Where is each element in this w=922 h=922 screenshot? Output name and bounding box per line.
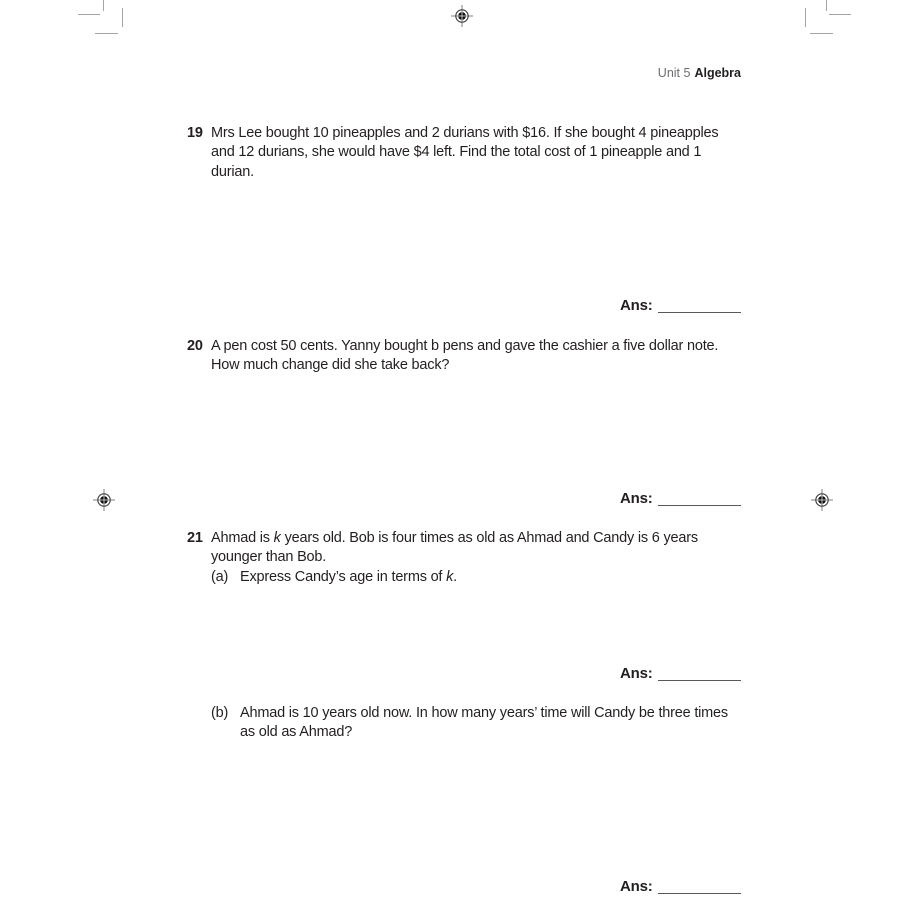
- answer-row-q21a: [620, 663, 741, 681]
- question-number: 21: [187, 530, 203, 546]
- subpart-text: Express Candy’s age in terms of k.: [240, 568, 458, 585]
- question-19: [187, 124, 741, 182]
- registration-mark-icon: [93, 489, 115, 511]
- crop-mark: [122, 8, 123, 27]
- subpart-label: (b): [211, 705, 229, 721]
- answer-label: Ans:: [620, 490, 653, 507]
- question-text: A pen cost 50 cents. Yanny bought b pens and gave the cashier a five dollar note. How much change did she take back?: [211, 338, 719, 374]
- subpart-label: (a): [211, 568, 229, 585]
- answer-label: Ans:: [620, 665, 653, 682]
- question-number: 19: [187, 125, 203, 141]
- answer-label: Ans:: [620, 878, 653, 895]
- answer-blank: [658, 877, 741, 894]
- registration-mark-icon: [811, 489, 833, 511]
- crop-mark: [805, 8, 806, 27]
- subpart-text: Ahmad is 10 years old now. In how many years’ time will Candy be three times as old as Ahmad?: [240, 705, 728, 741]
- question-number: 20: [187, 338, 203, 354]
- crop-mark: [829, 14, 851, 15]
- question-text: Ahmad is k years old. Bob is four times as old as Ahmad and Candy is 6 years younger than Bob.: [211, 530, 698, 566]
- question-20: [187, 337, 741, 376]
- answer-row-q19: [620, 295, 741, 313]
- answer-row-q20: [620, 488, 741, 506]
- question-21: [187, 529, 741, 587]
- page-header: [658, 66, 741, 80]
- crop-mark: [826, 0, 827, 11]
- answer-blank: [658, 489, 741, 506]
- answer-blank: [658, 664, 741, 681]
- crop-mark: [103, 0, 104, 11]
- crop-mark: [95, 33, 118, 34]
- answer-blank: [658, 296, 741, 313]
- answer-row-q21b: [620, 876, 741, 894]
- answer-label: Ans:: [620, 297, 653, 314]
- crop-mark: [810, 33, 833, 34]
- unit-label: Unit 5: [657, 66, 691, 80]
- subject-label: Algebra: [694, 66, 741, 80]
- registration-mark-icon: [451, 5, 473, 27]
- question-21b: [211, 704, 735, 743]
- crop-mark: [78, 14, 100, 15]
- question-text: Mrs Lee bought 10 pineapples and 2 durians with $16. If she bought 4 pineapples and 12 durians, she would have $4 left. Find the total cost of 1 pineapple and 1 durian.: [211, 125, 719, 180]
- question-21a: [211, 568, 741, 587]
